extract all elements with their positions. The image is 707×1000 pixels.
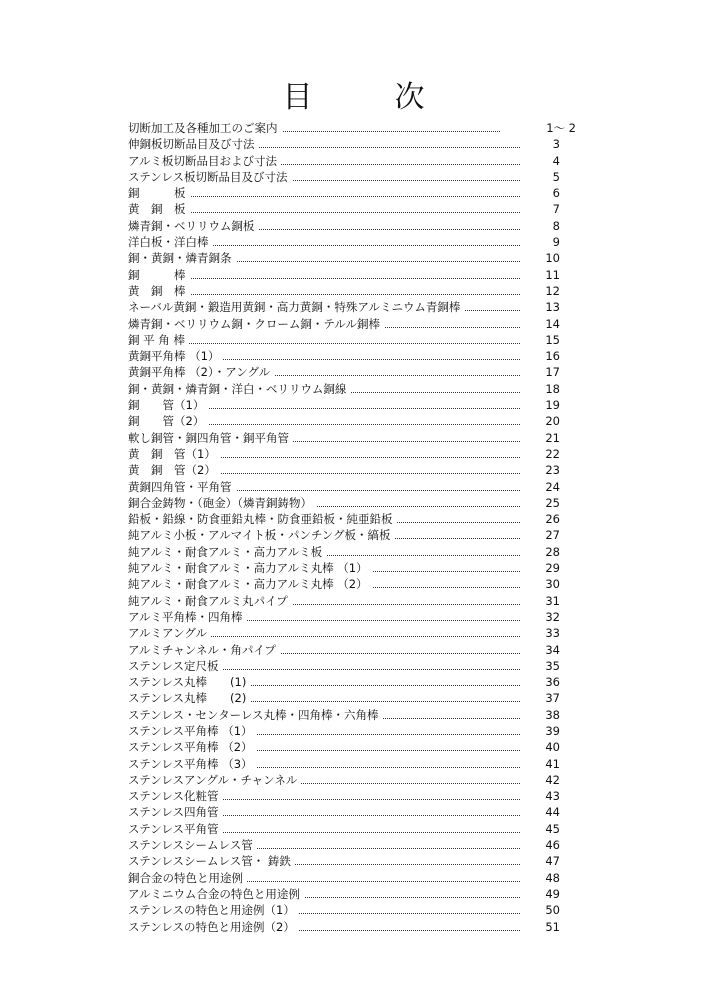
toc-entry-page: 31 [520, 593, 560, 609]
toc-entry-label: ステンレスシームレス管・ 鋳鉄 [128, 853, 295, 869]
toc-entry-page: 48 [520, 870, 560, 886]
toc-entry-page: 43 [520, 788, 560, 804]
toc-entry-page: 9 [520, 234, 560, 250]
toc-entry [128, 576, 560, 592]
toc-entry [128, 674, 560, 690]
toc-entry-label: 純アルミ・耐食アルミ丸パイプ [128, 593, 292, 609]
toc-entry-label: 銅合金の特色と用途例 [128, 870, 247, 886]
toc-entry-page: 44 [520, 804, 560, 820]
toc-entry-page: 51 [520, 919, 560, 935]
toc-entry-page: 12 [520, 283, 560, 299]
toc-entry [128, 136, 560, 152]
toc-entry-page: 14 [520, 316, 560, 332]
toc-entry [128, 413, 560, 429]
toc-entry-page: 39 [520, 723, 560, 739]
toc-entry-label: 銅・黄銅・燐青銅・洋白・ベリリウム銅線 [128, 381, 350, 397]
toc-entry-label: ステンレス丸棒 (2) [128, 690, 250, 706]
toc-entry-label: ステンレス平角棒 （1） [128, 723, 257, 739]
toc-entry-label: ステンレス・センターレス丸棒・四角棒・六角棒 [128, 707, 383, 723]
toc-entry-page: 10 [520, 250, 560, 266]
toc-entry [128, 397, 560, 413]
toc-entry-page: 1～ 2 [516, 120, 576, 136]
toc-entry-page: 20 [520, 413, 560, 429]
toc-entry-label: ステンレス平角棒 （2） [128, 739, 257, 755]
toc-entry [128, 886, 560, 902]
toc-entry [128, 120, 576, 136]
toc-entry-label: アルミ板切断品目および寸法 [128, 153, 281, 169]
toc-entry-label: 純アルミ・耐食アルミ・高力アルミ板 [128, 544, 326, 560]
toc-entry-page: 26 [520, 511, 560, 527]
toc-entry-label: 銅 板 [128, 185, 190, 201]
toc-entry-page: 22 [520, 446, 560, 462]
toc-entry-label: 黄 銅 棒 [128, 283, 190, 299]
toc-entry-page: 46 [520, 837, 560, 853]
toc-entry-label: 黄 銅 管（2） [128, 462, 220, 478]
toc-entry [128, 593, 560, 609]
toc-entry [128, 201, 560, 217]
toc-entry [128, 690, 560, 706]
toc-entry-label: 黄銅平角棒 （1） [128, 348, 223, 364]
toc-entry-label: 鉛板・鉛線・防食亜鉛丸棒・防食亜鉛板・純亜鉛板 [128, 511, 397, 527]
toc-entry-page: 17 [520, 364, 560, 380]
toc-entry [128, 527, 560, 543]
toc-entry-label: ステンレス化粧管 [128, 788, 223, 804]
toc-entry-page: 18 [520, 381, 560, 397]
toc-entry-page: 45 [520, 821, 560, 837]
toc-entry-label: ステンレス四角管 [128, 804, 223, 820]
toc-entry [128, 658, 560, 674]
toc-entry [128, 430, 560, 446]
toc-entry [128, 625, 560, 641]
toc-entry [128, 804, 560, 820]
toc-entry-page: 40 [520, 739, 560, 755]
toc-entry-label: 黄銅四角管・平角管 [128, 479, 236, 495]
toc-entry-label: 伸銅板切断品目及び寸法 [128, 136, 259, 152]
toc-entry-label: 切断加工及各種加工のご案内 [128, 120, 282, 136]
toc-entry-page: 24 [520, 479, 560, 495]
toc-entry-page: 5 [520, 169, 560, 185]
toc-entry-page: 13 [520, 299, 560, 315]
toc-entry-page: 38 [520, 707, 560, 723]
toc-entry-label: 純アルミ・耐食アルミ・高力アルミ丸棒 （2） [128, 576, 372, 592]
toc-entry-page: 3 [520, 136, 560, 152]
toc-entry [128, 821, 560, 837]
toc-entry [128, 462, 560, 478]
toc-entry-page: 41 [520, 756, 560, 772]
toc-entry [128, 218, 560, 234]
toc-entry-page: 16 [520, 348, 560, 364]
toc-entry-label: 燐青銅・ベリリウム銅・クローム銅・テルル銅棒 [128, 316, 384, 332]
toc-entry-label: ステンレス定尺板 [128, 658, 223, 674]
toc-entry-label: 洋白板・洋白棒 [128, 234, 213, 250]
toc-entry-page: 29 [520, 560, 560, 576]
toc-entry [128, 544, 560, 560]
toc-entry [128, 234, 560, 250]
toc-entry-page: 8 [520, 218, 560, 234]
toc-entry-label: ステンレス平角棒 （3） [128, 756, 257, 772]
toc-entry-page: 15 [520, 332, 560, 348]
toc-entry [128, 853, 560, 869]
toc-entry [128, 495, 560, 511]
toc-entry-label: 銅合金鋳物・（砲金）（燐青銅鋳物） [128, 495, 316, 511]
toc-entry-page: 4 [520, 153, 560, 169]
toc-entry-label: 黄銅平角棒 （2）・アングル [128, 364, 274, 380]
toc-entry [128, 332, 560, 348]
toc-entry [128, 348, 560, 364]
toc-entry [128, 560, 560, 576]
toc-entry [128, 870, 560, 886]
toc-entry-label: アルミニウム合金の特色と用途例 [128, 886, 304, 902]
toc-entry [128, 153, 560, 169]
toc-entry [128, 772, 560, 788]
toc-entry-page: 35 [520, 658, 560, 674]
toc-entry-page: 33 [520, 625, 560, 641]
page-title: 目次 [282, 80, 507, 115]
toc-entry [128, 919, 560, 935]
toc-entry-page: 19 [520, 397, 560, 413]
toc-entry-label: ステンレス平角管 [128, 821, 223, 837]
toc-entry [128, 756, 560, 772]
toc-entry [128, 169, 560, 185]
toc-entry-label: 純アルミ小板・アルマイト板・パンチング板・縞板 [128, 527, 395, 543]
toc-entry [128, 739, 560, 755]
toc-entry-label: 黄 銅 板 [128, 201, 190, 217]
toc-entry-label: 銅 管（2） [128, 413, 208, 429]
toc-entry [128, 479, 560, 495]
toc-entry-label: ステンレス板切断品目及び寸法 [128, 169, 292, 185]
toc-entry-label: 黄 銅 管（1） [128, 446, 220, 462]
toc-entry-page: 47 [520, 853, 560, 869]
toc-entry-label: ステンレスの特色と用途例（1） [128, 902, 299, 918]
toc-entry-label: 軟し銅管・銅四角管・銅平角管 [128, 430, 293, 446]
toc-entry-page: 37 [520, 690, 560, 706]
toc-entry-page: 28 [520, 544, 560, 560]
toc-entry-page: 34 [520, 642, 560, 658]
toc-entry [128, 723, 560, 739]
toc-entry-page: 21 [520, 430, 560, 446]
toc-entry-page: 27 [520, 527, 560, 543]
toc-entry [128, 250, 560, 266]
toc-entry-label: 銅 棒 [128, 267, 190, 283]
toc-entry [128, 902, 560, 918]
toc-entry [128, 446, 560, 462]
toc-entry [128, 316, 560, 332]
table-of-contents [128, 120, 576, 935]
toc-entry-page: 32 [520, 609, 560, 625]
toc-entry [128, 299, 560, 315]
toc-entry-label: ステンレス丸棒 (1) [128, 674, 250, 690]
toc-entry-label: 燐青銅・ベリリウム銅板 [128, 218, 258, 234]
toc-entry-label: ステンレスシームレス管 [128, 837, 257, 853]
toc-entry [128, 788, 560, 804]
toc-entry-label: 純アルミ・耐食アルミ・高力アルミ丸棒 （1） [128, 560, 372, 576]
toc-entry [128, 837, 560, 853]
toc-entry-page: 23 [520, 462, 560, 478]
toc-entry-label: アルミチャンネル・角パイプ [128, 642, 280, 658]
toc-entry-label: ネーバル黄銅・鍛造用黄銅・高力黄銅・特殊アルミニウム青銅棒 [128, 299, 464, 315]
toc-entry-page: 25 [520, 495, 560, 511]
toc-entry-label: 銅・黄銅・燐青銅条 [128, 250, 236, 266]
toc-entry [128, 511, 560, 527]
toc-entry [128, 364, 560, 380]
toc-entry [128, 267, 560, 283]
toc-entry-page: 7 [520, 201, 560, 217]
toc-entry-page: 50 [520, 902, 560, 918]
toc-entry-page: 36 [520, 674, 560, 690]
toc-entry-label: ステンレスの特色と用途例（2） [128, 919, 299, 935]
toc-entry-label: アルミ平角棒・四角棒 [128, 609, 247, 625]
toc-entry-label: ステンレスアングル・チャンネル [128, 772, 301, 788]
toc-entry-page: 49 [520, 886, 560, 902]
toc-entry-label: 銅 平 角 棒 [128, 332, 189, 348]
toc-entry-label: アルミアングル [128, 625, 211, 641]
toc-entry [128, 185, 560, 201]
toc-entry-page: 11 [520, 267, 560, 283]
toc-entry [128, 642, 560, 658]
toc-entry [128, 283, 560, 299]
toc-entry [128, 707, 560, 723]
toc-entry-page: 42 [520, 772, 560, 788]
toc-entry-label: 銅 管（1） [128, 397, 208, 413]
toc-entry [128, 609, 560, 625]
toc-entry [128, 381, 560, 397]
toc-entry-page: 30 [520, 576, 560, 592]
toc-entry-page: 6 [520, 185, 560, 201]
